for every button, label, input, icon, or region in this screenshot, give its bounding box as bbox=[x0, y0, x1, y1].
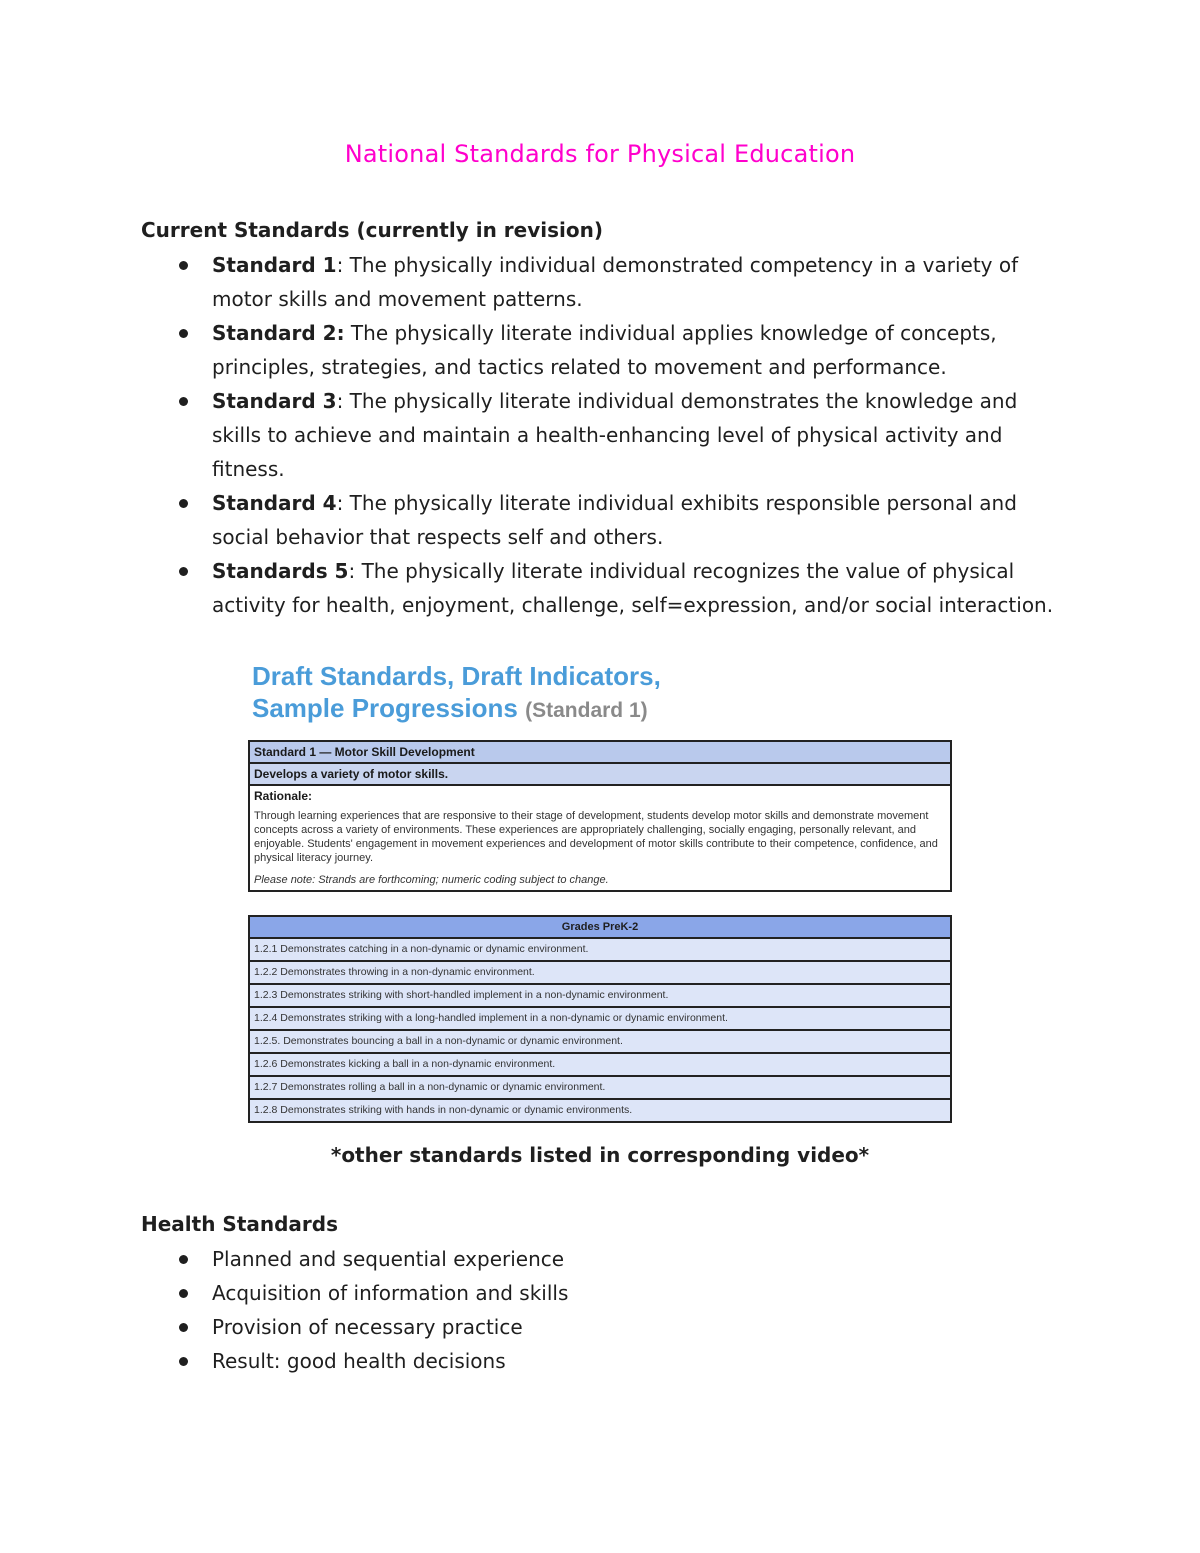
table-row: 1.2.4 Demonstrates striking with a long-handled implement in a non-dynamic or dynamic environment. bbox=[250, 1008, 950, 1031]
develops-row: Develops a variety of motor skills. bbox=[250, 764, 950, 786]
rationale-note: Please note: Strands are forthcoming; numeric coding subject to change. bbox=[254, 874, 609, 886]
list-item bbox=[141, 486, 1061, 554]
rationale-label: Rationale: bbox=[254, 789, 313, 803]
list-item bbox=[141, 554, 1061, 622]
bullet-icon bbox=[179, 499, 188, 508]
standard-row: Standard 1 — Motor Skill Development bbox=[250, 742, 950, 764]
list-item bbox=[141, 1344, 1061, 1378]
draft-figure-title bbox=[252, 660, 954, 727]
standard-label: Standards 5 bbox=[212, 559, 349, 583]
current-standards-heading: Current Standards (currently in revision) bbox=[141, 218, 603, 242]
health-item-text: Result: good health decisions bbox=[212, 1349, 506, 1373]
list-item bbox=[141, 384, 1061, 486]
standard-text: The physically literate individual applies knowledge of concepts, principles, strategies, and tactics related to movement and performance. bbox=[212, 321, 997, 379]
bullet-icon bbox=[179, 1323, 188, 1332]
bullet-icon bbox=[179, 261, 188, 270]
draft-title-line2-wrap bbox=[252, 692, 954, 727]
bullet-icon bbox=[179, 397, 188, 406]
table-row: 1.2.6 Demonstrates kicking a ball in a non-dynamic environment. bbox=[250, 1054, 950, 1077]
list-item bbox=[141, 316, 1061, 384]
standard-label: Standard 1 bbox=[212, 253, 337, 277]
bullet-icon bbox=[179, 1357, 188, 1366]
health-item-text: Provision of necessary practice bbox=[212, 1315, 523, 1339]
standard-text: The physically individual demonstrated competency in a variety of motor skills and movement patterns. bbox=[212, 253, 1019, 311]
draft-title-line1: Draft Standards, Draft Indicators, bbox=[252, 661, 661, 691]
health-standards-list bbox=[141, 1242, 1061, 1378]
draft-title-line2: Sample Progressions bbox=[252, 693, 518, 723]
page-title: National Standards for Physical Education bbox=[344, 140, 856, 168]
list-item bbox=[141, 1310, 1061, 1344]
grades-table bbox=[248, 915, 952, 1123]
list-item bbox=[141, 248, 1061, 316]
list-item bbox=[141, 1242, 1061, 1276]
bullet-icon bbox=[179, 1289, 188, 1298]
standard-separator: : bbox=[336, 253, 344, 277]
other-standards-note: *other standards listed in corresponding video* bbox=[330, 1143, 870, 1167]
rationale-box bbox=[250, 786, 950, 890]
table-row: 1.2.3 Demonstrates striking with short-handled implement in a non-dynamic environment. bbox=[250, 985, 950, 1008]
current-standards-list bbox=[141, 248, 1061, 622]
bullet-icon bbox=[179, 329, 188, 338]
standard-separator: : bbox=[336, 491, 344, 515]
standard-label: Standard 3 bbox=[212, 389, 337, 413]
table-row: 1.2.1 Demonstrates catching in a non-dynamic or dynamic environment. bbox=[250, 939, 950, 962]
health-item-text: Planned and sequential experience bbox=[212, 1247, 565, 1271]
table-row: 1.2.5. Demonstrates bouncing a ball in a non-dynamic or dynamic environment. bbox=[250, 1031, 950, 1054]
bullet-icon bbox=[179, 567, 188, 576]
health-item-text: Acquisition of information and skills bbox=[212, 1281, 569, 1305]
table-row: 1.2.8 Demonstrates striking with hands in non-dynamic or dynamic environments. bbox=[250, 1100, 950, 1121]
bullet-icon bbox=[179, 1255, 188, 1264]
table-row: 1.2.7 Demonstrates rolling a ball in a non-dynamic or dynamic environment. bbox=[250, 1077, 950, 1100]
list-item bbox=[141, 1276, 1061, 1310]
standard-table bbox=[248, 740, 952, 892]
standard-text: The physically literate individual exhibits responsible personal and social behavior that respects self and others. bbox=[212, 491, 1017, 549]
standard-separator: : bbox=[348, 559, 356, 583]
health-standards-heading: Health Standards bbox=[141, 1212, 339, 1236]
rationale-text: Through learning experiences that are responsive to their stage of development, students develop motor skills and demonstrate movement concepts across a variety of environments. These experiences are appropriately challenging, socially engaging, personally relevant, and enjoyable. Students' engagement in movement experiences and development of motor skills contribute to their competence, confidence, and physical literacy journey. bbox=[254, 810, 938, 864]
table-row: 1.2.2 Demonstrates throwing in a non-dynamic environment. bbox=[250, 962, 950, 985]
standard-label: Standard 4 bbox=[212, 491, 337, 515]
standard-text: The physically literate individual demonstrates the knowledge and skills to achieve and maintain a health-enhancing level of physical activity and fitness. bbox=[212, 389, 1018, 481]
draft-standards-figure bbox=[248, 660, 954, 1125]
standard-text: The physically literate individual recognizes the value of physical activity for health, enjoyment, challenge, self=expression, and/or social interaction. bbox=[212, 559, 1054, 617]
grades-header: Grades PreK-2 bbox=[250, 917, 950, 939]
standard-separator: : bbox=[336, 389, 344, 413]
standard-label: Standard 2: bbox=[212, 321, 345, 345]
draft-title-sub: (Standard 1) bbox=[525, 699, 648, 722]
